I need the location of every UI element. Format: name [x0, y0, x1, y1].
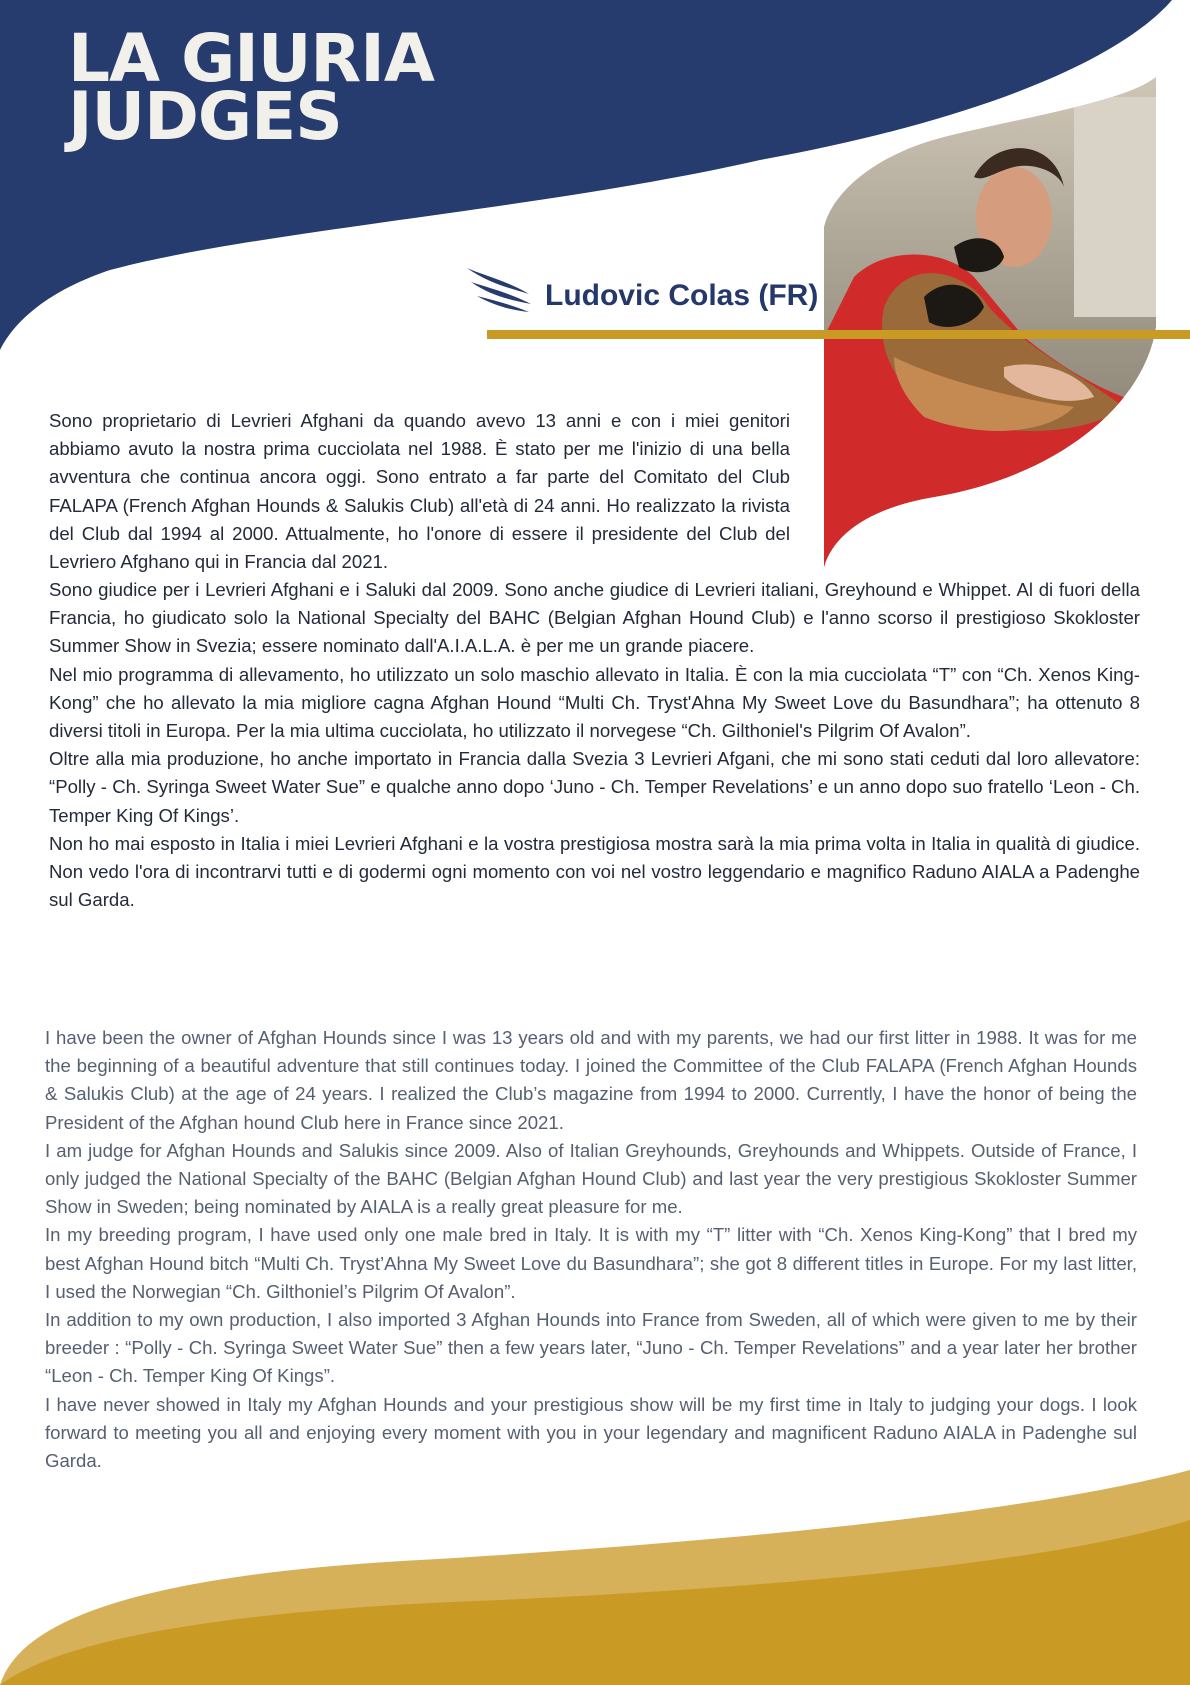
bio-italian — [49, 576, 1140, 914]
bio-en-paragraph: In addition to my own production, I also imported 3 Afghan Hounds into France from Sweden, all of which were given to me by their breeder : “Polly - Ch. Syringa Sweet Water Sue” then a few years later, “Juno - Ch. Temper Revelations” and a year later her brother “Leon - Ch. Temper King Of Kings”. — [45, 1309, 1137, 1387]
bio-it-paragraph: Non ho mai esposto in Italia i miei Levrieri Afghani e la vostra prestigiosa mostra sarà la mia prima volta in Italia in qualità di giudice. Non vedo l'ora di incontrarvi tutti e di godermi ogni momento con voi nel vostro leggendario e magnifico Raduno AIALA a Padenghe sul Garda. — [49, 832, 1140, 911]
bio-italian-intro — [49, 407, 790, 576]
bio-en-paragraph: I am judge for Afghan Hounds and Salukis since 2009. Also of Italian Greyhounds, Greyhounds and Whippets. Outside of France, I only judged the National Specialty of the BAHC (Belgian Afghan Hound Club) and last year the very prestigious Skokloster Summer Show in Sweden; being nominated by AIALA is a really great pleasure for me. — [45, 1139, 1137, 1218]
gold-divider — [487, 330, 1190, 339]
bio-english — [45, 1024, 1137, 1475]
wing-swoosh-icon — [465, 264, 535, 312]
bio-en-paragraph: In my breeding program, I have used only one male bred in Italy. It is with my “T” litter with “Ch. Xenos King-Kong” that I bred my best Afghan Hound bitch “Multi Ch. Tryst’Ahna My Sweet Love du Basundhara”; she got 8 different titles in Europe. For my last litter, I used the Norwegian “Ch. Gilthoniel’s Pilgrim Of Avalon”. — [45, 1224, 1137, 1302]
bio-it-paragraph: Sono giudice per i Levrieri Afghani e i Saluki dal 2009. Sono anche giudice di Levrieri italiani, Greyhound e Whippet. Al di fuori della Francia, ho giudicato solo la National Specialty del BAHC (Belgian Afghan Hound Club) e l'anno scorso il prestigioso Skokloster Summer Show in Svezia; essere nominato dall'A.I.A.L.A. è per me un grande piacere. — [49, 579, 1140, 657]
page-title — [68, 20, 434, 155]
bio-it-paragraph: Nel mio programma di allevamento, ho utilizzato un solo maschio allevato in Italia. È con la mia cucciolata “T” con “Ch. Xenos King-Kong” che ho allevato la mia migliore cagna Afghan Hound “Multi Ch. Tryst'Ahna My Sweet Love du Basundhara”; ha ottenuto 8 diversi titoli in Europa. Per la mia ultima cucciolata, ho utilizzato il norvegese “Ch. Gilthoniel's Pilgrim Of Avalon”. — [49, 663, 1140, 742]
bio-en-paragraph: I have been the owner of Afghan Hounds since I was 13 years old and with my parents, we had our first litter in 1988. It was for me the beginning of a beautiful adventure that still continues today. I joined the Committee of the Club FALAPA (French Afghan Hounds & Salukis Club) at the age of 24 years. I realized the Club’s magazine from 1994 to 2000. Currently, I have the honor of being the President of the Afghan hound Club here in France since 2021. — [45, 1027, 1137, 1133]
title-italian: LA GIURIA — [68, 20, 434, 97]
bio-en-paragraph: I have never showed in Italy my Afghan Hounds and your prestigious show will be my first time in Italy to judging your dogs. I look forward to meeting you all and enjoying every moment with you in your legendary and magnificent Raduno AIALA in Padenghe sul Garda. — [45, 1393, 1137, 1472]
bio-it-paragraph: Sono proprietario di Levrieri Afghani da quando avevo 13 anni e con i miei genitori abbiamo avuto la nostra prima cucciolata nel 1988. È stato per me l'inizio di una bella avventura che continua ancora oggi. Sono entrato a far parte del Comitato del Club FALAPA (French Afghan Hounds & Salukis Club) all'età di 24 anni. Ho realizzato la rivista del Club dal 1994 al 2000. Attualmente, ho l'onore di essere il presidente del Club del Levriero Afghano qui in Francia dal 2021. — [49, 410, 790, 573]
bio-it-paragraph: Oltre alla mia produzione, ho anche importato in Francia dalla Svezia 3 Levrieri Afgani, che mi sono stati ceduti dal loro allevatore: “Polly - Ch. Syringa Sweet Water Sue” e qualche anno dopo ‘Juno - Ch. Temper Revelations’ e un anno dopo suo fratello ‘Leon - Ch. Temper King Of Kings’. — [49, 748, 1140, 826]
judge-photo — [824, 77, 1156, 567]
title-english: JUDGES — [68, 78, 342, 155]
judge-name: Ludovic Colas (FR) — [545, 279, 819, 312]
